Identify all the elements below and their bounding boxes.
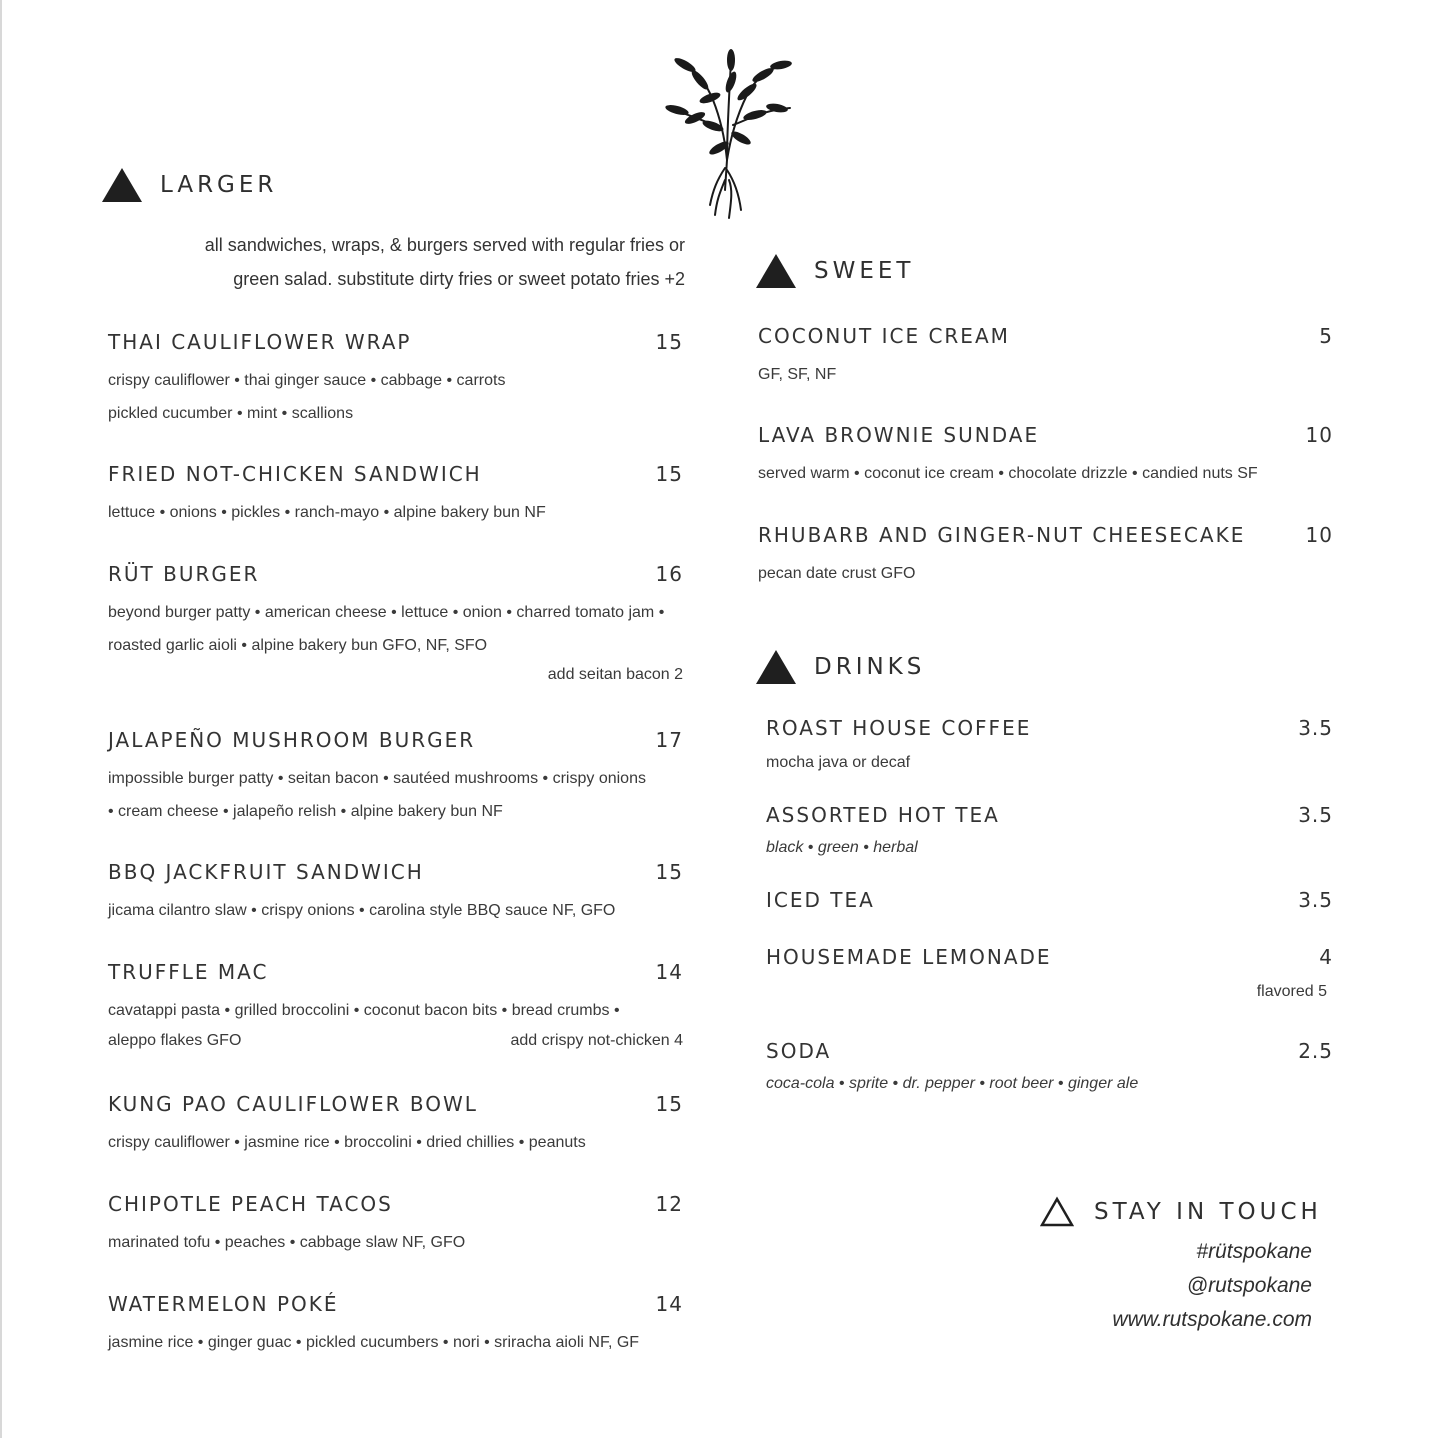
website-link[interactable]: www.rutspokane.com xyxy=(1112,1308,1312,1331)
item-description: lettuce • onions • pickles • ranch-mayo • alpine bakery bun NF xyxy=(108,504,546,521)
item-price: 4 xyxy=(1319,945,1333,969)
item-name: CHIPOTLE PEACH TACOS xyxy=(108,1192,393,1216)
item-name: TRUFFLE MAC xyxy=(108,960,269,984)
item-name: SODA xyxy=(766,1039,832,1063)
item-addon: add seitan bacon 2 xyxy=(547,666,683,683)
triangle-icon xyxy=(756,650,796,684)
item-price: 5 xyxy=(1319,324,1333,348)
social-handle-link[interactable]: @rutspokane xyxy=(1186,1274,1312,1297)
item-addon: add crispy not-chicken 4 xyxy=(510,1032,683,1049)
item-name: RHUBARB AND GINGER-NUT CHEESECAKE xyxy=(758,523,1246,547)
item-price: 16 xyxy=(655,562,683,586)
item-name: ROAST HOUSE COFFEE xyxy=(766,716,1032,740)
section-title: SWEET xyxy=(814,258,915,284)
triangle-icon xyxy=(102,168,142,202)
sides-note: all sandwiches, wraps, & burgers served with regular fries or green salad. substitute dirty fries or sweet potato fries +2 xyxy=(204,235,685,289)
item-description: crispy cauliflower • thai ginger sauce • cabbage • carrots pickled cucumber • mint • scallions xyxy=(108,372,506,422)
item-description: jasmine rice • ginger guac • pickled cucumbers • nori • sriracha aioli NF, GF xyxy=(108,1334,640,1351)
item-name: ICED TEA xyxy=(766,888,875,912)
item-price: 14 xyxy=(655,960,683,984)
drinks-heading xyxy=(756,650,925,684)
item-description: jicama cilantro slaw • crispy onions • carolina style BBQ sauce NF, GFO xyxy=(108,902,616,919)
item-description: mocha java or decaf xyxy=(766,754,911,771)
item-description: beyond burger patty • american cheese • lettuce • onion • charred tomato jam • roasted garlic aioli • alpine bakery bun GFO, NF, SFO xyxy=(108,604,665,654)
triangle-icon xyxy=(756,254,796,288)
item-name: KUNG PAO CAULIFLOWER BOWL xyxy=(108,1092,478,1116)
item-price: 10 xyxy=(1305,423,1333,447)
item-price: 14 xyxy=(655,1292,683,1316)
item-name: HOUSEMADE LEMONADE xyxy=(766,945,1052,969)
item-price: 12 xyxy=(655,1192,683,1216)
item-price: 15 xyxy=(655,1092,683,1116)
item-description: crispy cauliflower • jasmine rice • broccolini • dried chillies • peanuts xyxy=(108,1134,586,1151)
triangle-outline-icon xyxy=(1040,1196,1074,1228)
item-price: 2.5 xyxy=(1298,1039,1333,1063)
item-price: 15 xyxy=(655,330,683,354)
item-description-line2: aleppo flakes GFO xyxy=(108,1032,242,1049)
item-name: ASSORTED HOT TEA xyxy=(766,803,1000,827)
section-title: DRINKS xyxy=(814,654,926,680)
item-name: JALAPEÑO MUSHROOM BURGER xyxy=(108,728,476,752)
item-price: 17 xyxy=(655,728,683,752)
item-description: coca-cola • sprite • dr. pepper • root beer • ginger ale xyxy=(766,1075,1139,1092)
item-price: 3.5 xyxy=(1298,716,1333,740)
item-description: cavatappi pasta • grilled broccolini • coconut bacon bits • bread crumbs • xyxy=(108,1002,620,1019)
item-description: GF, SF, NF xyxy=(758,366,837,383)
item-name: BBQ JACKFRUIT SANDWICH xyxy=(108,860,424,884)
item-name: THAI CAULIFLOWER WRAP xyxy=(108,330,412,354)
item-name: WATERMELON POKÉ xyxy=(108,1292,339,1316)
hashtag-link[interactable]: #rütspokane xyxy=(1196,1240,1312,1263)
section-title: LARGER xyxy=(160,172,278,198)
item-name: RÜT BURGER xyxy=(108,562,260,586)
item-name: COCONUT ICE CREAM xyxy=(758,324,1010,348)
item-description: served warm • coconut ice cream • chocolate drizzle • candied nuts SF xyxy=(758,465,1258,482)
item-price: 3.5 xyxy=(1298,888,1333,912)
item-price: 15 xyxy=(655,860,683,884)
item-description: marinated tofu • peaches • cabbage slaw NF, GFO xyxy=(108,1234,466,1251)
item-name: LAVA BROWNIE SUNDAE xyxy=(758,423,1040,447)
larger-heading xyxy=(102,168,277,202)
item-name: FRIED NOT-CHICKEN SANDWICH xyxy=(108,462,482,486)
section-title: STAY IN TOUCH xyxy=(1094,1199,1322,1225)
item-description: black • green • herbal xyxy=(766,839,918,856)
item-price: 3.5 xyxy=(1298,803,1333,827)
stay-in-touch-heading xyxy=(1040,1196,1322,1228)
item-description: impossible burger patty • seitan bacon • sautéed mushrooms • crispy onions • cream cheese • jalapeño relish • alpine bakery bun NF xyxy=(108,770,646,820)
item-addon: flavored 5 xyxy=(1256,983,1327,1000)
item-price: 10 xyxy=(1305,523,1333,547)
item-description: pecan date crust GFO xyxy=(758,565,916,582)
plant-logo-icon xyxy=(655,40,800,220)
sweet-heading xyxy=(756,254,914,288)
item-price: 15 xyxy=(655,462,683,486)
